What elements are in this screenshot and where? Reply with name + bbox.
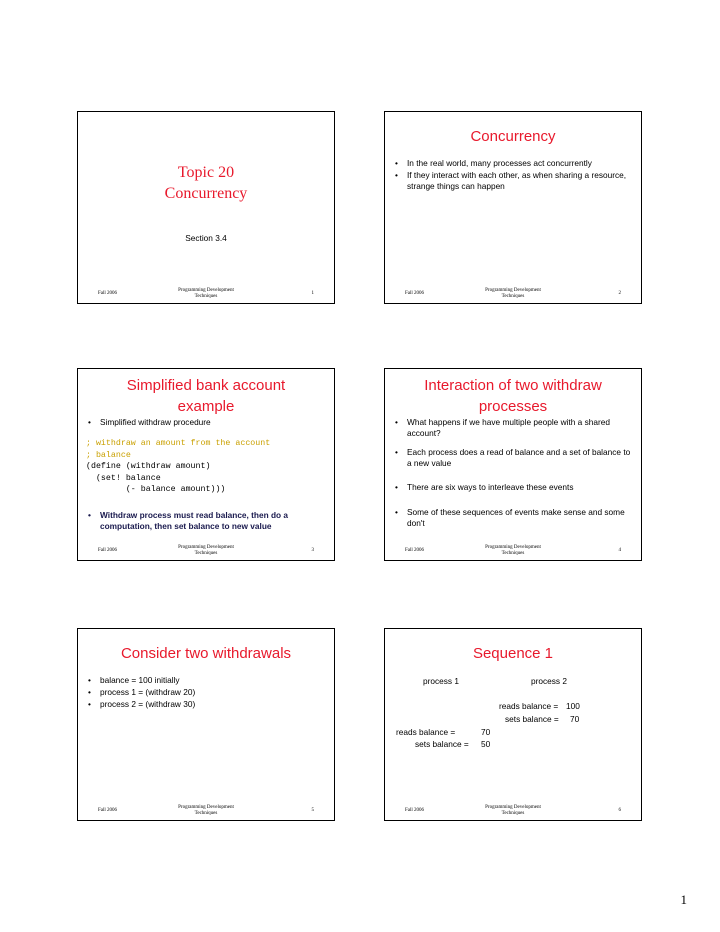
bullet-item: • There are six ways to interleave these events bbox=[393, 482, 631, 493]
slide-number: 1 bbox=[311, 291, 314, 296]
code-comment: ; balance bbox=[86, 450, 131, 460]
slide-5 bbox=[77, 628, 335, 821]
footer-course: Fall 2006 bbox=[405, 548, 425, 553]
slide-2 bbox=[384, 111, 642, 304]
footer-course: Fall 2006 bbox=[405, 808, 425, 813]
sequence-step-label: reads balance = bbox=[396, 727, 456, 737]
footer-course: Fall 2006 bbox=[98, 548, 118, 553]
bullet-item: • Simplified withdraw procedure bbox=[86, 417, 324, 428]
slide-title-line2: Concurrency bbox=[164, 185, 248, 202]
process-1-header: process 1 bbox=[423, 676, 459, 686]
footer-subject: Programming Development Techniques bbox=[178, 288, 234, 299]
footer-course: Fall 2006 bbox=[405, 291, 425, 296]
code-line: (- balance amount))) bbox=[86, 485, 226, 494]
bullet-item: • balance = 100 initially bbox=[86, 675, 324, 686]
sequence-step-label: sets balance = bbox=[505, 714, 559, 724]
slide-number: 4 bbox=[618, 548, 621, 553]
sequence-step-value: 70 bbox=[570, 714, 580, 724]
slide-6 bbox=[384, 628, 642, 821]
bullet-item: • Each process does a read of balance and a set of balance to a new value bbox=[393, 447, 631, 469]
slide-3 bbox=[77, 368, 335, 561]
bullet-item: • Some of these sequences of events make sense and some don't bbox=[393, 507, 631, 529]
footer-subject: Programming Development Techniques bbox=[178, 805, 234, 816]
footer-subject: Programming Development Techniques bbox=[485, 805, 541, 816]
footer-subject: Programming Development Techniques bbox=[485, 288, 541, 299]
slide-title: Interaction of two withdraw processes bbox=[424, 377, 602, 415]
code-line: (define (withdraw amount) bbox=[86, 462, 211, 471]
slide-number: 5 bbox=[311, 808, 314, 813]
section-label: Section 3.4 bbox=[185, 233, 227, 243]
sequence-step-value: 100 bbox=[566, 701, 580, 711]
code-block bbox=[86, 438, 326, 496]
bullet-list bbox=[86, 417, 324, 429]
slide-title: Concurrency bbox=[470, 128, 556, 145]
slide-4 bbox=[384, 368, 642, 561]
process-2-header: process 2 bbox=[531, 676, 567, 686]
footer-subject: Programming Development Techniques bbox=[178, 545, 234, 556]
slide-number: 2 bbox=[618, 291, 621, 296]
sequence-step-label: sets balance = bbox=[415, 739, 469, 749]
slide-number: 6 bbox=[618, 808, 621, 813]
bullet-item: • What happens if we have multiple people with a shared account? bbox=[393, 417, 631, 439]
footer-course: Fall 2006 bbox=[98, 291, 118, 296]
code-line: (set! balance bbox=[86, 473, 161, 483]
footer-course: Fall 2006 bbox=[98, 808, 118, 813]
footer-subject: Programming Development Techniques bbox=[485, 545, 541, 556]
slide-title: Simplified bank account example bbox=[126, 377, 286, 415]
slide-title: Sequence 1 bbox=[472, 645, 554, 662]
slide-title: Consider two withdrawals bbox=[120, 645, 292, 662]
bullet-item: • Withdraw process must read balance, then do a computation, then set balance to new value bbox=[86, 510, 324, 532]
sequence-step-value: 50 bbox=[481, 739, 491, 749]
bullet-item: • process 1 = (withdraw 20) bbox=[86, 687, 324, 698]
bullet-list bbox=[86, 675, 324, 711]
sequence-step-value: 70 bbox=[481, 727, 491, 737]
slide-number: 3 bbox=[311, 548, 314, 553]
slide-1 bbox=[77, 111, 335, 304]
slide-title-line1: Topic 20 bbox=[177, 164, 235, 181]
bullet-item: • process 2 = (withdraw 30) bbox=[86, 699, 324, 710]
bullet-list-bold bbox=[86, 510, 324, 533]
bullet-item: • If they interact with each other, as when sharing a resource, strange things can happen bbox=[393, 170, 631, 192]
bullet-item: • In the real world, many processes act concurrently bbox=[393, 158, 631, 169]
page-number: 1 bbox=[680, 892, 687, 907]
bullet-list bbox=[393, 158, 631, 193]
sequence-step-label: reads balance = bbox=[499, 701, 559, 711]
code-comment: ; withdraw an amount from the account bbox=[86, 439, 271, 448]
bullet-list bbox=[393, 417, 631, 530]
